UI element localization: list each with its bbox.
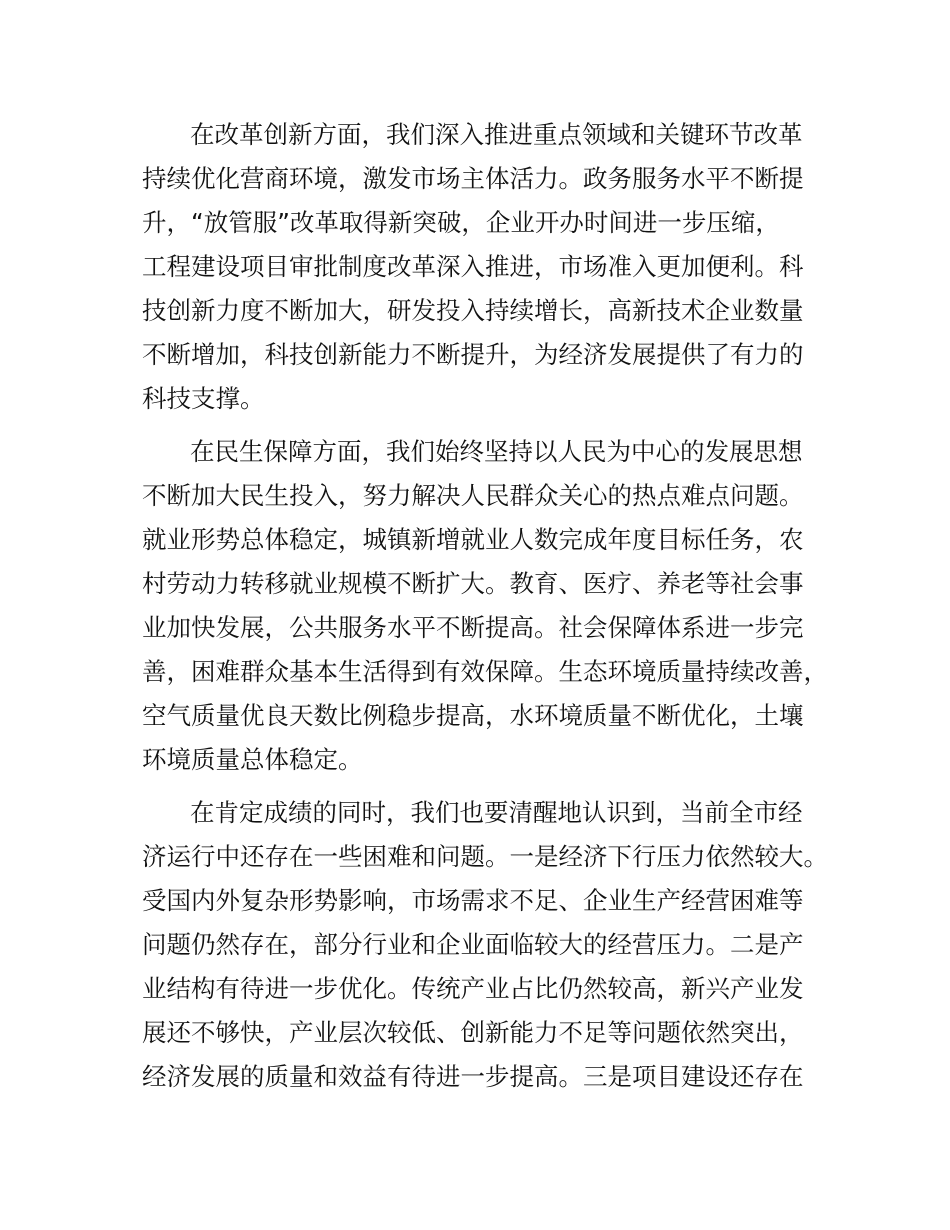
text-line: 科技支撑。	[142, 384, 265, 413]
text-line: 技创新力度不断加大，研发投入持续增长，高新技术企业数量	[142, 296, 804, 325]
text-line: 济运行中还存在一些困难和问题。一是经济下行压力依然较大。	[142, 842, 828, 871]
text-line: 问题仍然存在，部分行业和企业面临较大的经营压力。二是产	[142, 930, 804, 959]
text-line: 业结构有待进一步优化。传统产业占比仍然较高，新兴产业发	[142, 974, 804, 1003]
text-line: 展还不够快，产业层次较低、创新能力不足等问题依然突出，	[142, 1018, 804, 1047]
text-line: 在肯定成绩的同时，我们也要清醒地认识到，当前全市经	[190, 798, 803, 827]
paragraph-spacer	[142, 782, 842, 791]
text-line: 经济发展的质量和效益有待进一步提高。三是项目建设还存在	[142, 1062, 804, 1091]
text-line: 善，困难群众基本生活得到有效保障。生态环境质量持续改善，	[142, 657, 828, 686]
text-line: 升，“放管服”改革取得新突破，企业开办时间进一步压缩，	[142, 208, 780, 237]
text-line: 工程建设项目审批制度改革深入推进，市场准入更加便利。科	[142, 252, 804, 281]
text-line: 就业形势总体稳定，城镇新增就业人数完成年度目标任务，农	[142, 525, 804, 554]
paragraph-spacer	[142, 421, 842, 430]
text-line: 村劳动力转移就业规模不断扩大。教育、医疗、养老等社会事	[142, 569, 804, 598]
paragraph-reform-innovation	[142, 113, 842, 421]
paragraph-livelihood	[142, 430, 842, 782]
text-line: 受国内外复杂形势影响，市场需求不足、企业生产经营困难等	[142, 886, 804, 915]
text-line: 环境质量总体稳定。	[142, 745, 363, 774]
text-line: 在民生保障方面，我们始终坚持以人民为中心的发展思想	[190, 437, 803, 466]
paragraph-problems	[142, 791, 842, 1099]
text-line: 业加快发展，公共服务水平不断提高。社会保障体系进一步完	[142, 613, 804, 642]
text-line: 不断加大民生投入，努力解决人民群众关心的热点难点问题。	[142, 481, 804, 510]
text-line: 空气质量优良天数比例稳步提高，水环境质量不断优化，土壤	[142, 701, 804, 730]
document-body	[142, 113, 842, 1099]
text-line: 不断增加，科技创新能力不断提升，为经济发展提供了有力的	[142, 340, 804, 369]
text-line: 在改革创新方面，我们深入推进重点领域和关键环节改革	[190, 120, 803, 149]
text-line: 持续优化营商环境，激发市场主体活力。政务服务水平不断提	[142, 164, 804, 193]
